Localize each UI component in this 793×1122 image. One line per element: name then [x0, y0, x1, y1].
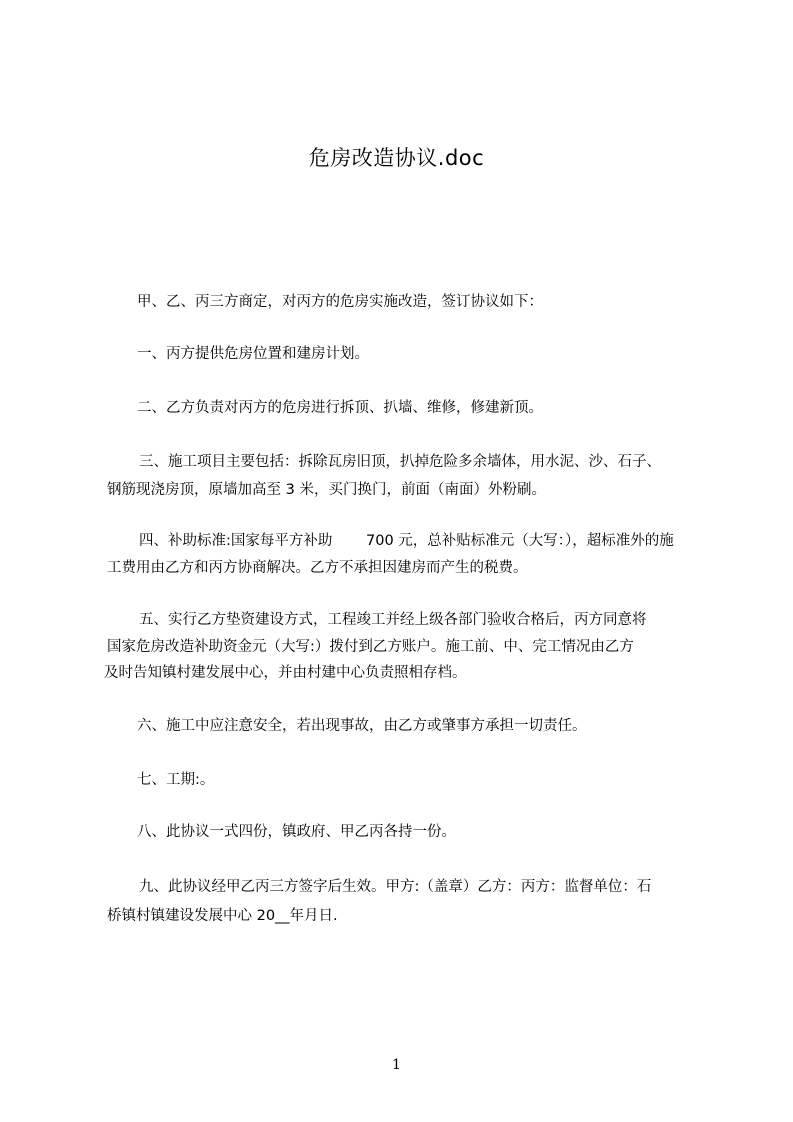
clause-4-line-2: 工费用由乙方和丙方协商解决。乙方不承担因建房而产生的税费。: [107, 560, 528, 576]
clause-1: 一、丙方提供危房位置和建房计划。: [137, 346, 369, 362]
clause-5-line-2: 国家危房改造补助资金元（大写:）拨付到乙方账户。施工前、中、完工情况由乙方: [107, 639, 634, 655]
clause-7: 七、工期:。: [137, 772, 215, 788]
page-number: 1: [392, 1057, 401, 1073]
clause-9-line-1: 九、此协议经甲乙丙三方签字后生效。甲方:（盖章）乙方：丙方：监督单位：石: [139, 879, 652, 895]
clause-4-line-1b: 700 元，总补贴标准元（大写：），超标准外的施: [366, 533, 674, 549]
clause-4-line-1a: 四、补助标准:国家每平方补助: [139, 533, 333, 549]
clause-5-line-1: 五、实行乙方垫资建设方式，工程竣工并经上级各部门验收合格后，丙方同意将: [139, 612, 647, 628]
clause-3-line-1: 三、施工项目主要包括：拆除瓦房旧顶，扒掉危险多余墙体，用水泥、沙、石子、: [139, 454, 661, 470]
clause-2: 二、乙方负责对丙方的危房进行拆顶、扒墙、维修，修建新顶。: [137, 400, 543, 416]
document-title: 危房改造协议.doc: [308, 146, 485, 170]
clause-8: 八、此协议一式四份，镇政府、甲乙丙各持一份。: [137, 824, 456, 840]
clause-9-line-2: 桥镇村镇建设发展中心 20__年月日.: [107, 908, 338, 924]
clause-6: 六、施工中应注意安全，若出现事故，由乙方或肇事方承担一切责任。: [137, 718, 587, 734]
clause-5-line-3: 及时告知镇村建发展中心，并由村建中心负责照相存档。: [104, 665, 467, 681]
clause-3-line-2: 钢筋现浇房顶，原墙加高至 3 米，买门换门，前面（南面）外粉刷。: [107, 482, 546, 498]
intro-paragraph: 甲、乙、丙三方商定，对丙方的危房实施改造，签订协议如下：: [137, 294, 543, 310]
